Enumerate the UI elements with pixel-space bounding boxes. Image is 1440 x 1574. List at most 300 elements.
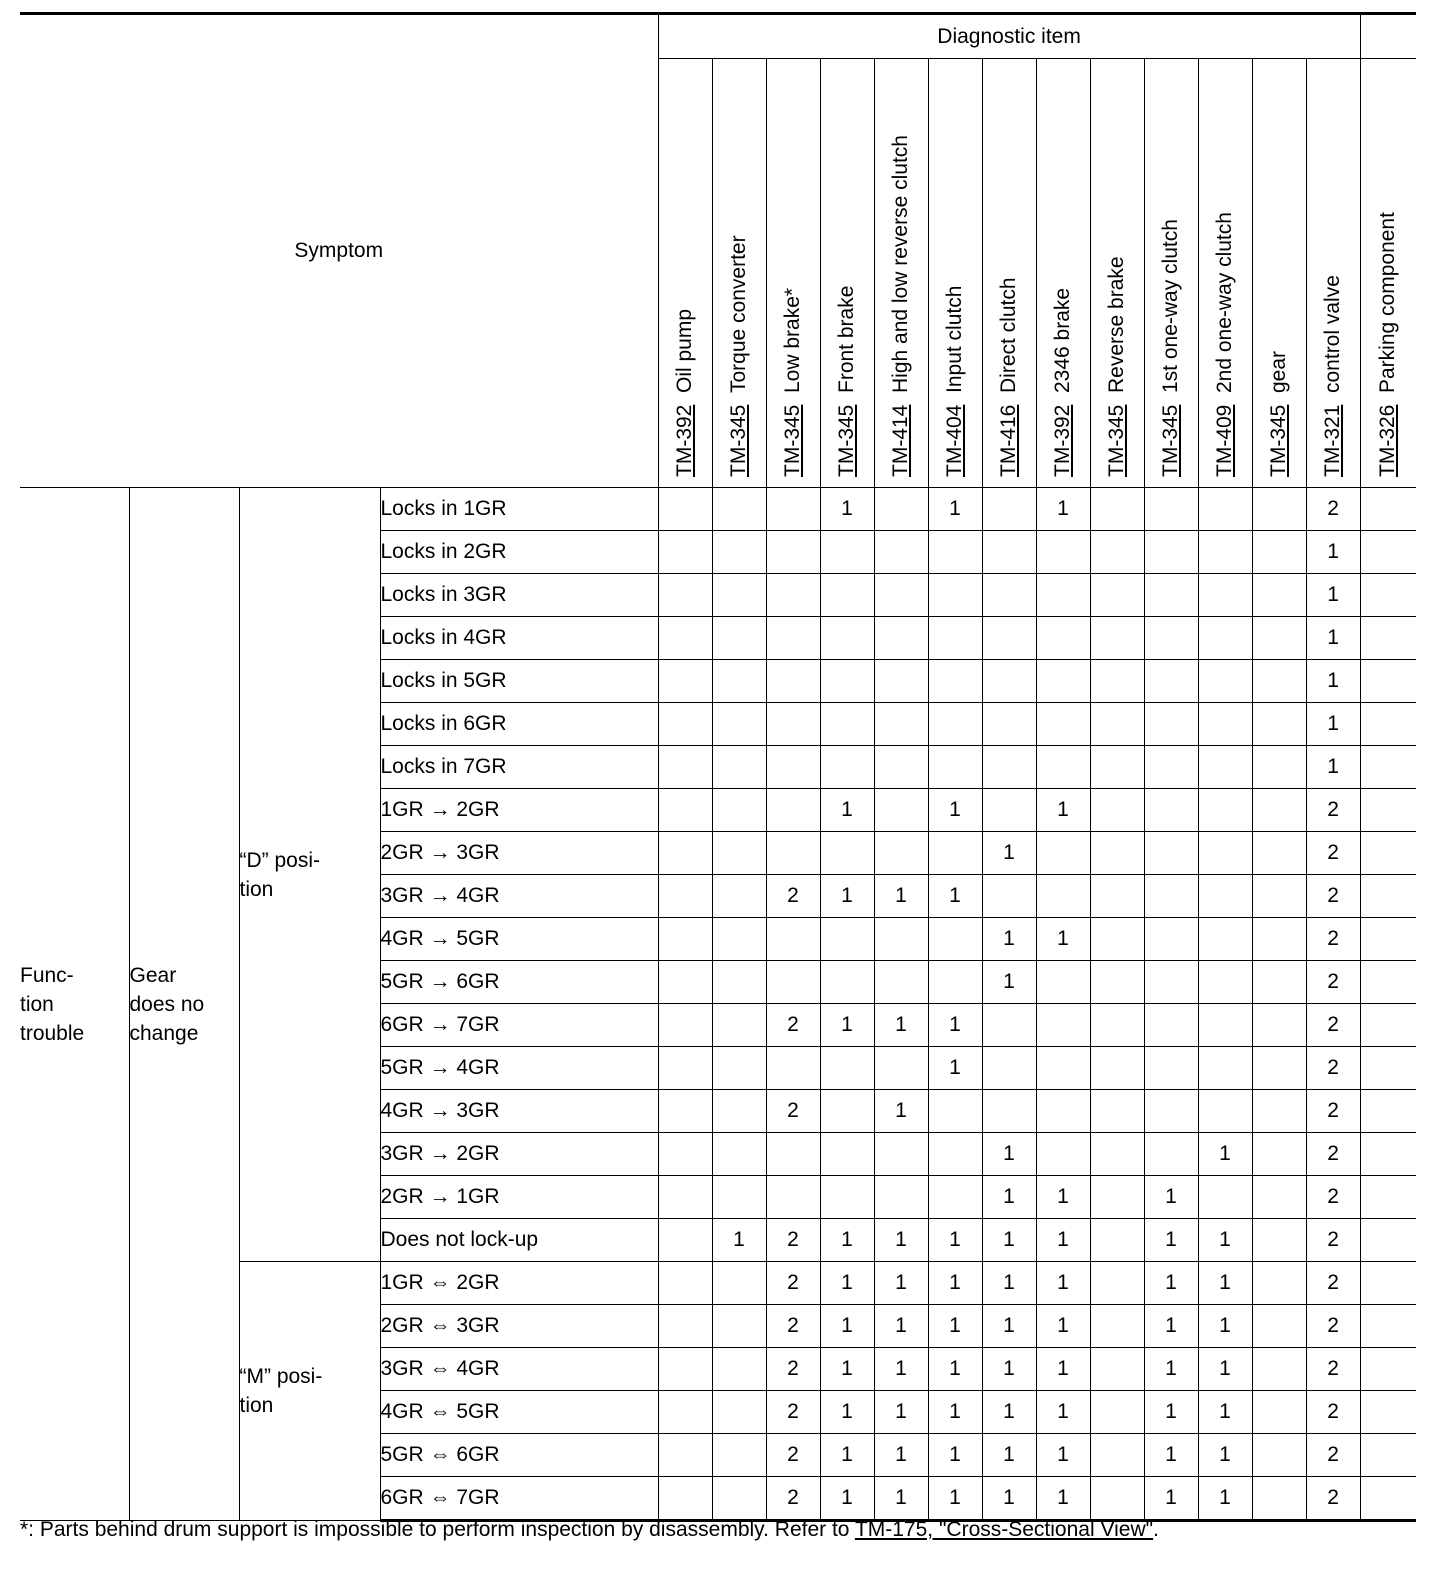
value-cell xyxy=(820,703,874,746)
value-cell xyxy=(766,832,820,875)
column-name: Oil pump xyxy=(673,308,696,393)
value-cell xyxy=(982,660,1036,703)
value-cell xyxy=(820,961,874,1004)
value-cell xyxy=(1198,531,1252,574)
value-cell xyxy=(712,832,766,875)
value-cell xyxy=(874,1133,928,1176)
value-cell xyxy=(1360,660,1416,703)
value-cell: 1 xyxy=(1306,703,1360,746)
value-cell: 1 xyxy=(982,1133,1036,1176)
value-cell xyxy=(874,1047,928,1090)
symptom-header: Symptom xyxy=(20,14,658,488)
symptom-cell: 3GR ⇔ 4GR xyxy=(380,1348,658,1391)
column-name: 2nd one-way clutch xyxy=(1213,212,1236,393)
value-cell xyxy=(928,703,982,746)
value-cell: 1 xyxy=(1036,1434,1090,1477)
value-cell xyxy=(1144,617,1198,660)
value-cell xyxy=(1252,1305,1306,1348)
value-cell xyxy=(658,1090,712,1133)
value-cell xyxy=(1198,1047,1252,1090)
value-cell xyxy=(1198,789,1252,832)
value-cell xyxy=(658,961,712,1004)
value-cell xyxy=(712,1348,766,1391)
symptom-cell: Locks in 3GR xyxy=(380,574,658,617)
value-cell xyxy=(1144,703,1198,746)
value-cell xyxy=(766,789,820,832)
value-cell: 2 xyxy=(1306,1090,1360,1133)
value-cell xyxy=(1036,1133,1090,1176)
value-cell xyxy=(928,918,982,961)
value-cell xyxy=(1090,1391,1144,1434)
symptom-cell: 2GR → 3GR xyxy=(380,832,658,875)
value-cell xyxy=(766,918,820,961)
value-cell xyxy=(1198,746,1252,789)
value-cell xyxy=(1360,1305,1416,1348)
value-cell xyxy=(1090,703,1144,746)
value-cell xyxy=(874,832,928,875)
value-cell xyxy=(874,918,928,961)
value-cell xyxy=(712,1305,766,1348)
value-cell: 1 xyxy=(1036,1305,1090,1348)
column-ref-link[interactable]: TM-416 xyxy=(997,404,1020,477)
value-cell xyxy=(820,617,874,660)
value-cell xyxy=(658,1477,712,1521)
value-cell xyxy=(766,1176,820,1219)
value-cell: 1 xyxy=(928,875,982,918)
column-header xyxy=(1360,59,1416,488)
value-cell: 1 xyxy=(1198,1391,1252,1434)
value-cell xyxy=(1252,1262,1306,1305)
group-m-position: “M” posi- tion xyxy=(239,1262,380,1521)
value-cell: 2 xyxy=(1306,1477,1360,1521)
column-header xyxy=(658,59,712,488)
value-cell xyxy=(820,531,874,574)
value-cell: 2 xyxy=(766,1004,820,1047)
value-cell: 1 xyxy=(982,1434,1036,1477)
symptom-cell: 5GR → 6GR xyxy=(380,961,658,1004)
value-cell xyxy=(820,1133,874,1176)
value-cell xyxy=(1360,617,1416,660)
value-cell xyxy=(928,961,982,1004)
value-cell xyxy=(1360,1004,1416,1047)
value-cell xyxy=(1252,617,1306,660)
value-cell: 1 xyxy=(928,1305,982,1348)
symptom-cell: 4GR → 5GR xyxy=(380,918,658,961)
value-cell xyxy=(1360,1434,1416,1477)
symptom-cell: Locks in 1GR xyxy=(380,488,658,531)
value-cell: 2 xyxy=(766,1262,820,1305)
value-cell xyxy=(1198,574,1252,617)
value-cell xyxy=(1144,660,1198,703)
value-cell: 1 xyxy=(1144,1477,1198,1521)
value-cell xyxy=(1360,875,1416,918)
value-cell: 1 xyxy=(982,1305,1036,1348)
value-cell xyxy=(874,703,928,746)
value-cell xyxy=(982,1004,1036,1047)
value-cell: 1 xyxy=(928,1348,982,1391)
value-cell: 1 xyxy=(820,1477,874,1521)
value-cell xyxy=(766,961,820,1004)
value-cell xyxy=(1090,1133,1144,1176)
value-cell: 1 xyxy=(874,1219,928,1262)
value-cell xyxy=(1360,488,1416,531)
value-cell: 1 xyxy=(1144,1176,1198,1219)
value-cell xyxy=(874,531,928,574)
value-cell xyxy=(1252,1477,1306,1521)
value-cell xyxy=(820,660,874,703)
value-cell xyxy=(820,832,874,875)
value-cell xyxy=(982,1090,1036,1133)
value-cell xyxy=(1090,1434,1144,1477)
value-cell xyxy=(712,875,766,918)
value-cell xyxy=(874,660,928,703)
value-cell xyxy=(1090,1090,1144,1133)
column-name: Front brake xyxy=(835,285,858,393)
symptom-cell: Does not lock-up xyxy=(380,1219,658,1262)
value-cell xyxy=(712,703,766,746)
value-cell xyxy=(1144,1047,1198,1090)
value-cell: 1 xyxy=(820,1348,874,1391)
value-cell xyxy=(766,488,820,531)
value-cell: 1 xyxy=(874,1391,928,1434)
value-cell xyxy=(712,531,766,574)
value-cell xyxy=(1036,1004,1090,1047)
group-gear-no-change: Gear does no change xyxy=(129,488,239,1521)
value-cell: 1 xyxy=(874,1004,928,1047)
value-cell xyxy=(1036,961,1090,1004)
value-cell xyxy=(712,1133,766,1176)
value-cell xyxy=(658,1004,712,1047)
footnote-link[interactable]: TM-175, "Cross-Sectional View" xyxy=(854,1518,1154,1541)
value-cell xyxy=(1090,1348,1144,1391)
value-cell xyxy=(1036,531,1090,574)
value-cell xyxy=(1252,488,1306,531)
value-cell: 1 xyxy=(1198,1434,1252,1477)
value-cell xyxy=(1252,1047,1306,1090)
value-cell: 1 xyxy=(820,1434,874,1477)
value-cell: 1 xyxy=(874,1477,928,1521)
value-cell: 1 xyxy=(1036,1477,1090,1521)
value-cell: 2 xyxy=(1306,1004,1360,1047)
value-cell: 1 xyxy=(982,1176,1036,1219)
column-ref-link[interactable]: TM-326 xyxy=(1376,404,1400,477)
value-cell xyxy=(658,1047,712,1090)
column-name: Direct clutch xyxy=(997,277,1020,393)
value-cell: 2 xyxy=(766,1477,820,1521)
value-cell: 1 xyxy=(1198,1219,1252,1262)
value-cell xyxy=(982,1047,1036,1090)
value-cell: 2 xyxy=(1306,832,1360,875)
value-cell: 1 xyxy=(1144,1391,1198,1434)
value-cell: 2 xyxy=(1306,1348,1360,1391)
symptom-cell: Locks in 2GR xyxy=(380,531,658,574)
value-cell: 1 xyxy=(928,1391,982,1434)
value-cell: 1 xyxy=(982,1391,1036,1434)
value-cell xyxy=(1036,1047,1090,1090)
value-cell xyxy=(1360,574,1416,617)
value-cell xyxy=(1252,918,1306,961)
column-name: Parking component xyxy=(1376,212,1400,393)
column-ref-link[interactable]: TM-345 xyxy=(1105,404,1128,477)
value-cell xyxy=(1252,574,1306,617)
value-cell xyxy=(766,574,820,617)
column-header xyxy=(1306,59,1360,488)
value-cell xyxy=(658,1219,712,1262)
value-cell xyxy=(1090,1047,1144,1090)
value-cell xyxy=(1360,789,1416,832)
value-cell xyxy=(982,531,1036,574)
column-header xyxy=(766,59,820,488)
value-cell xyxy=(1360,1477,1416,1521)
value-cell xyxy=(1036,574,1090,617)
value-cell xyxy=(658,1348,712,1391)
value-cell xyxy=(1036,832,1090,875)
value-cell: 2 xyxy=(1306,1305,1360,1348)
symptom-cell: 2GR ⇔ 3GR xyxy=(380,1305,658,1348)
value-cell: 1 xyxy=(820,1219,874,1262)
value-cell: 2 xyxy=(1306,1391,1360,1434)
value-cell xyxy=(658,660,712,703)
table-row xyxy=(20,488,1416,531)
value-cell xyxy=(766,1133,820,1176)
group-function-trouble: Func- tion trouble xyxy=(20,488,129,1521)
value-cell xyxy=(1090,1176,1144,1219)
value-cell xyxy=(712,1047,766,1090)
column-header xyxy=(1144,59,1198,488)
value-cell xyxy=(928,531,982,574)
value-cell xyxy=(928,832,982,875)
value-cell xyxy=(1252,531,1306,574)
value-cell: 1 xyxy=(820,1305,874,1348)
symptom-cell: Locks in 4GR xyxy=(380,617,658,660)
value-cell: 1 xyxy=(874,1305,928,1348)
value-cell: 1 xyxy=(874,875,928,918)
value-cell xyxy=(982,488,1036,531)
value-cell xyxy=(928,1176,982,1219)
column-header xyxy=(982,59,1036,488)
header-blank-cell xyxy=(1360,14,1416,59)
value-cell xyxy=(1198,1090,1252,1133)
value-cell xyxy=(1198,1004,1252,1047)
column-name: Torque converter xyxy=(727,235,750,393)
value-cell xyxy=(1252,1004,1306,1047)
column-ref-link[interactable]: TM-345 xyxy=(1267,404,1290,477)
value-cell xyxy=(658,832,712,875)
value-cell xyxy=(1036,660,1090,703)
value-cell xyxy=(874,961,928,1004)
value-cell xyxy=(820,918,874,961)
value-cell xyxy=(658,1133,712,1176)
value-cell: 2 xyxy=(1306,1219,1360,1262)
symptom-cell: 6GR ⇔ 7GR xyxy=(380,1477,658,1521)
value-cell xyxy=(1144,574,1198,617)
value-cell: 1 xyxy=(1306,660,1360,703)
value-cell: 1 xyxy=(820,488,874,531)
value-cell xyxy=(1144,1090,1198,1133)
column-ref-link[interactable]: TM-392 xyxy=(1051,404,1074,477)
value-cell xyxy=(1360,1348,1416,1391)
value-cell xyxy=(712,1391,766,1434)
value-cell xyxy=(1198,832,1252,875)
column-header xyxy=(1090,59,1144,488)
value-cell: 1 xyxy=(1198,1348,1252,1391)
value-cell xyxy=(1252,961,1306,1004)
value-cell xyxy=(982,617,1036,660)
column-ref-link[interactable]: TM-321 xyxy=(1321,404,1345,477)
column-ref-link[interactable]: TM-414 xyxy=(889,404,912,477)
symptom-cell: 1GR ⇔ 2GR xyxy=(380,1262,658,1305)
column-ref-link[interactable]: TM-345 xyxy=(1159,404,1182,477)
value-cell xyxy=(1360,1262,1416,1305)
value-cell xyxy=(712,789,766,832)
column-ref-link[interactable]: TM-345 xyxy=(781,404,804,477)
value-cell xyxy=(1090,961,1144,1004)
value-cell xyxy=(658,789,712,832)
value-cell xyxy=(1252,1434,1306,1477)
column-name: High and low reverse clutch xyxy=(889,135,912,393)
value-cell xyxy=(1360,531,1416,574)
value-cell: 2 xyxy=(1306,488,1360,531)
column-ref-link[interactable]: TM-345 xyxy=(835,404,858,477)
value-cell: 1 xyxy=(874,1262,928,1305)
value-cell xyxy=(1090,1219,1144,1262)
value-cell xyxy=(1144,488,1198,531)
column-name: gear xyxy=(1267,350,1290,393)
value-cell xyxy=(1144,875,1198,918)
value-cell xyxy=(1360,832,1416,875)
value-cell xyxy=(1252,1391,1306,1434)
value-cell xyxy=(820,1176,874,1219)
value-cell: 1 xyxy=(982,961,1036,1004)
symptom-cell: 5GR → 4GR xyxy=(380,1047,658,1090)
column-ref-link[interactable]: TM-345 xyxy=(727,404,750,477)
value-cell xyxy=(1090,746,1144,789)
value-cell: 1 xyxy=(874,1090,928,1133)
value-cell xyxy=(1090,918,1144,961)
value-cell xyxy=(1252,1133,1306,1176)
value-cell: 1 xyxy=(928,789,982,832)
value-cell xyxy=(658,1176,712,1219)
value-cell: 1 xyxy=(1198,1305,1252,1348)
value-cell xyxy=(1360,1391,1416,1434)
value-cell xyxy=(1090,531,1144,574)
value-cell xyxy=(766,531,820,574)
symptom-cell: 2GR → 1GR xyxy=(380,1176,658,1219)
value-cell xyxy=(874,789,928,832)
value-cell xyxy=(1198,617,1252,660)
value-cell xyxy=(1090,1004,1144,1047)
value-cell xyxy=(874,488,928,531)
value-cell xyxy=(1252,1090,1306,1133)
column-header xyxy=(928,59,982,488)
value-cell xyxy=(1360,1133,1416,1176)
column-header xyxy=(1036,59,1090,488)
column-ref-link[interactable]: TM-392 xyxy=(673,404,696,477)
value-cell xyxy=(1090,1262,1144,1305)
value-cell xyxy=(1198,1176,1252,1219)
value-cell xyxy=(1198,961,1252,1004)
value-cell xyxy=(712,918,766,961)
symptom-cell: Locks in 5GR xyxy=(380,660,658,703)
value-cell xyxy=(1144,832,1198,875)
value-cell xyxy=(1090,617,1144,660)
column-ref-link[interactable]: TM-404 xyxy=(943,404,966,477)
value-cell xyxy=(1198,703,1252,746)
value-cell: 1 xyxy=(982,1262,1036,1305)
footnote xyxy=(20,1518,1159,1542)
value-cell xyxy=(982,789,1036,832)
value-cell xyxy=(712,1477,766,1521)
value-cell: 2 xyxy=(1306,1133,1360,1176)
symptom-cell: 3GR → 2GR xyxy=(380,1133,658,1176)
value-cell: 1 xyxy=(874,1434,928,1477)
value-cell xyxy=(658,875,712,918)
value-cell: 1 xyxy=(1306,746,1360,789)
value-cell xyxy=(928,617,982,660)
value-cell: 1 xyxy=(1036,918,1090,961)
value-cell: 1 xyxy=(1306,617,1360,660)
value-cell xyxy=(1036,703,1090,746)
value-cell xyxy=(1252,832,1306,875)
value-cell xyxy=(658,574,712,617)
value-cell: 1 xyxy=(820,875,874,918)
value-cell: 1 xyxy=(820,1004,874,1047)
value-cell xyxy=(874,574,928,617)
value-cell: 2 xyxy=(1306,961,1360,1004)
value-cell xyxy=(766,660,820,703)
value-cell xyxy=(658,918,712,961)
value-cell xyxy=(1090,574,1144,617)
value-cell: 1 xyxy=(1036,1176,1090,1219)
value-cell xyxy=(928,1090,982,1133)
value-cell xyxy=(1090,832,1144,875)
value-cell xyxy=(712,1434,766,1477)
value-cell xyxy=(1198,660,1252,703)
value-cell xyxy=(1360,746,1416,789)
value-cell: 2 xyxy=(1306,1434,1360,1477)
value-cell xyxy=(712,1090,766,1133)
value-cell: 2 xyxy=(1306,1047,1360,1090)
value-cell: 2 xyxy=(1306,875,1360,918)
value-cell xyxy=(712,961,766,1004)
value-cell xyxy=(712,1262,766,1305)
value-cell xyxy=(1360,961,1416,1004)
value-cell xyxy=(820,746,874,789)
value-cell xyxy=(1144,1133,1198,1176)
value-cell: 1 xyxy=(928,1477,982,1521)
value-cell xyxy=(820,1090,874,1133)
value-cell xyxy=(1090,1305,1144,1348)
value-cell: 2 xyxy=(766,1219,820,1262)
value-cell xyxy=(712,488,766,531)
column-header xyxy=(1252,59,1306,488)
value-cell xyxy=(1090,875,1144,918)
diagnostic-item-header: Diagnostic item xyxy=(658,14,1360,59)
column-name: 1st one-way clutch xyxy=(1159,219,1182,393)
symptom-cell: 5GR ⇔ 6GR xyxy=(380,1434,658,1477)
value-cell xyxy=(1252,875,1306,918)
value-cell xyxy=(1090,789,1144,832)
value-cell xyxy=(820,574,874,617)
symptom-cell: 3GR → 4GR xyxy=(380,875,658,918)
value-cell xyxy=(1252,1219,1306,1262)
value-cell xyxy=(1090,488,1144,531)
value-cell: 1 xyxy=(1036,488,1090,531)
column-ref-link[interactable]: TM-409 xyxy=(1213,404,1236,477)
value-cell xyxy=(1036,617,1090,660)
value-cell: 1 xyxy=(1036,789,1090,832)
value-cell xyxy=(982,703,1036,746)
